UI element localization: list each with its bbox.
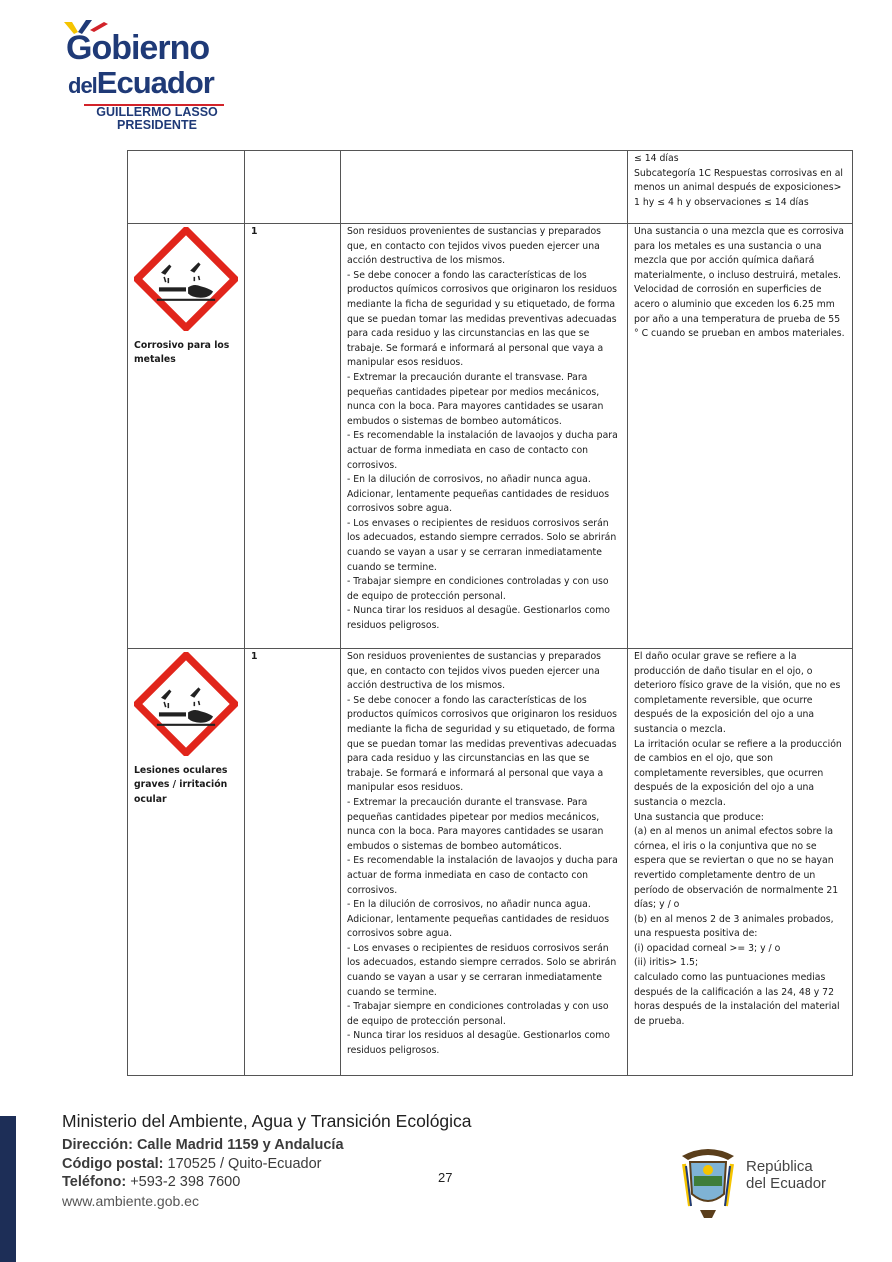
table-row [128,224,853,649]
republica-logo [676,1146,856,1226]
number-cell [245,224,341,649]
category-cell [128,151,245,224]
logo-president: GUILLERMO LASSO PRESIDENTE [96,105,218,132]
category-number: 1 [251,226,258,237]
number-cell [245,649,341,1076]
ministry-name: Ministerio del Ambiente, Agua y Transición Ecológica [62,1111,472,1131]
corrosive-pictogram-icon [134,227,238,331]
measures-cell [341,151,628,224]
logo-gobierno: Gobierno [66,29,210,67]
republica-text: República del Ecuador [746,1158,827,1192]
logo-del-ecuador: delEcuador [68,65,214,100]
gobierno-logo [62,18,242,133]
criteria-cell: Una sustancia o una mezcla que es corrosiva para los metales es una sustancia o una mezcla que por acción química dañará materialmente, o incluso destruirá, metales. Velocidad de corrosión en superficies de acero o aluminio que exceden los 6.25 mm por año a una temperatura de prueba de 55 ° C cuando se prueban en ambos materiales. [628,224,853,649]
hazard-table [127,150,853,1076]
footer-accent-bar [0,1116,16,1262]
website-link[interactable]: www.ambiente.gob.ec [62,1192,199,1209]
criteria-cell: El daño ocular grave se refiere a la producción de daño tisular en el ojo, o deterioro físico grave de la visión, que no es completamente reversible, que ocurre después de la exposición del ojo a una sustancia o mezcla. La irritación ocular se refiere a la producción de cambios en el ojo, que son completamente reversibles, que ocurren después de la exposición del ojo a una sustancia o mezcla. Una sustancia que produce: (a) en al menos un animal efectos sobre la córnea, el iris o la conjuntiva que no se espera que se reviertan o que no se hayan revertido completamente dentro de un período de observación de normalmente 21 días; y / o (b) en al menos 2 de 3 animales probados, una respuesta positiva de: (i) opacidad corneal >= 3; y / o (ii) iritis> 1.5; calculado como las puntuaciones medias después de la calificación a las 24, 48 y 72 horas después de la instalación del material de prueba. [628,649,853,1076]
measures-cell: Son residuos provenientes de sustancias y preparados que, en contacto con tejidos vivos pueden ejercer una acción destructiva de los mismos. - Se debe conocer a fondo las características de los productos químicos corrosivos que originaron los residuos mediante la ficha de seguridad y su etiquetado, de forma que se puedan tomar las medidas preventivas adecuadas para cada residuo y las circunstancias en las que se trabaje. Se formará e informará al personal que vaya a manipular esos residuos. - Extremar la precaución durante el transvase. Para pequeñas cantidades pipetear por medios mecánicos, nunca con la boca. Para mayores cantidades se usaran embudos o sistemas de bombeo automáticos. - Es recomendable la instalación de lavaojos y ducha para actuar de forma inmediata en caso de contacto con corrosivos. - En la dilución de corrosivos, no añadir nunca agua. Adicionar, lentamente pequeñas cantidades de residuos corrosivos sobre agua. - Los envases o recipientes de residuos corrosivos serán los adecuados, estando siempre cerrados. Solo se abrirán cuando se vayan a usar y se cerraran inmediatamente cuando se termine. - Trabajar siempre en condiciones controladas y con uso de equipo de protección personal. - Nunca tirar los residuos al desagüe. Gestionarlos como residuos peligrosos. [341,224,628,649]
category-label: Corrosivo para los metales [134,339,230,366]
number-cell [245,151,341,224]
category-label: Lesiones oculares graves / irritación ocular [134,764,228,805]
address-line: Dirección: Calle Madrid 1159 y Andalucía [62,1137,344,1153]
measures-cell: Son residuos provenientes de sustancias y preparados que, en contacto con tejidos vivos pueden ejercer una acción destructiva de los mismos. - Se debe conocer a fondo las características de los productos químicos corrosivos que originaron los residuos mediante la ficha de seguridad y su etiquetado, de forma que se puedan tomar las medidas preventivas adecuadas para cada residuo y las circunstancias en las que se trabaje. Se formará e informará al personal que vaya a manipular esos residuos. - Extremar la precaución durante el transvase. Para pequeñas cantidades pipetear por medios mecánicos, nunca con la boca. Para mayores cantidades se usaran embudos o sistemas de bombeo automáticos. - Es recomendable la instalación de lavaojos y ducha para actuar de forma inmediata en caso de contacto con corrosivos. - En la dilución de corrosivos, no añadir nunca agua. Adicionar, lentamente pequeñas cantidades de residuos corrosivos sobre agua. - Los envases o recipientes de residuos corrosivos serán los adecuados, estando siempre cerrados. Solo se abrirán cuando se vayan a usar y se cerraran inmediatamente cuando se termine. - Trabajar siempre en condiciones controladas y con uso de equipo de protección personal. - Nunca tirar los residuos al desagüe. Gestionarlos como residuos peligrosos. [341,649,628,1076]
category-cell [128,649,245,1076]
coat-of-arms-icon [676,1146,740,1222]
postal-line: Código postal: 170525 / Quito-Ecuador [62,1155,322,1172]
category-cell [128,224,245,649]
page-number: 27 [438,1170,453,1185]
table-row [128,649,853,1076]
category-number: 1 [251,651,258,662]
phone-line: Teléfono: +593-2 398 7600 [62,1174,241,1190]
corrosive-pictogram-icon [134,652,238,756]
table-row [128,151,853,224]
footer-contact [62,1110,472,1210]
criteria-cell: ≤ 14 días Subcategoría 1C Respuestas corrosivas en al menos un animal después de exposiciones> 1 hy ≤ 4 h y observaciones ≤ 14 días [628,151,853,224]
